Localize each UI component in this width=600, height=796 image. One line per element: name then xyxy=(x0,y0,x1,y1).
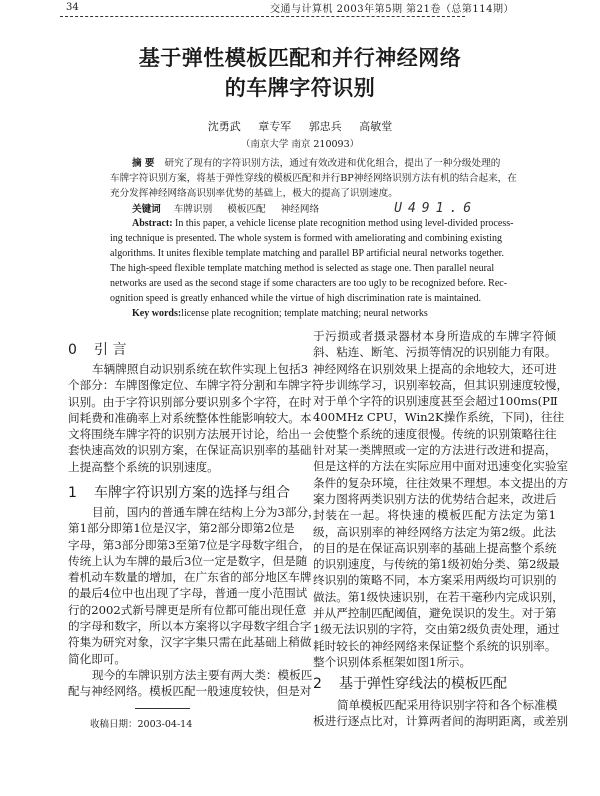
section-body xyxy=(313,328,569,670)
section-number: 1 xyxy=(68,485,77,501)
paper-title-line1: 基于弹性模板匹配和并行神经网络 xyxy=(138,46,462,70)
body-text-line: 着机动车数量的增加，在广东省的部分地区车牌 xyxy=(68,570,312,585)
body-text-line: 上提高整个系统的识别速度。 xyxy=(68,459,219,474)
body-text-line: 第1部分即第1位是汉字，第2部分即第2位是 xyxy=(68,521,295,536)
section-1-continued xyxy=(313,328,569,670)
abstract-en-text: In this paper, a vehicle license plate recognition method using level-divided process- xyxy=(175,218,514,229)
abstract-cn-line: 车牌字符识别方案，将基于弹性穿线的模板匹配和并行BP神经网络识别方法有机的结合起来，在 xyxy=(110,173,517,184)
body-text-line: 间耗费和准确率上对系统整体性能影响较大。本 xyxy=(68,410,312,425)
body-text-line: 现今的车牌识别方法主要有两大类：模板匹 xyxy=(92,667,313,682)
journal-header: 交通与计算机 2003年第5期 第21卷（总第114期） xyxy=(270,4,514,15)
section-heading xyxy=(313,673,556,695)
body-text-line: 配与神经网络。模板匹配一般速度较快，但是对 xyxy=(68,684,312,699)
keywords-label: 关键词 xyxy=(132,204,161,215)
authors: 沈勇武 章专军 郭忠兵 高敏堂 xyxy=(207,120,393,133)
footnote-rule xyxy=(135,708,190,709)
body-text-line: 针对某一类牌照或一定的方法进行改进和提高， xyxy=(313,443,557,458)
received-date-footnote: 收稿日期：2003-04-14 xyxy=(90,719,193,730)
body-text-line: 但是这样的方法在实际应用中面对迅速变化实验室 xyxy=(313,459,569,474)
keywords-cn xyxy=(110,201,488,216)
body-text-line: 套快速高效的识别方案，在保证高识别率的基础 xyxy=(68,443,312,458)
body-text-line: 的字母和数字，所以本方案将以字母数字组合字 xyxy=(68,619,312,634)
abstract-label: 摘 要 xyxy=(132,158,155,169)
section-title: 引 言 xyxy=(94,342,127,358)
body-text-line: 终识别的策略不同，本方案采用两级均可识别的 xyxy=(313,573,557,588)
abstract-en-line: algorithms. It unites flexible template matching and parallel BP artificial neural networks together. xyxy=(110,248,504,259)
section-title: 车牌字符识别方案的选择与组合 xyxy=(94,485,290,501)
body-text-line: 的目的是在保证高识别率的基础上提高整个系统 xyxy=(313,540,557,555)
section-number: 2 xyxy=(313,676,322,692)
keyword: 车牌识别 xyxy=(173,204,213,215)
body-text-line: 会使整个系统的速度很慢。传统的识别策略往往 xyxy=(313,426,557,441)
section-body xyxy=(68,361,324,475)
section-title: 基于弹性穿线法的模板匹配 xyxy=(339,676,507,692)
body-text-line: 级，高识别率的神经网络方法定为第2级。此法 xyxy=(313,524,556,539)
body-text-line: 文将围绕车牌字符的识别方法展开讨论，给出一 xyxy=(68,427,312,442)
section-number: 0 xyxy=(68,342,77,358)
body-text-line: 行的2002式新号牌更是所有位都可能出现任意 xyxy=(68,602,307,617)
body-text-line: 的最后4位中也出现了字母，普通一度小范围试 xyxy=(68,586,308,601)
section-heading xyxy=(68,339,290,361)
body-text-line: 神经网络在识别效果上提高的余地较大，还可进 xyxy=(313,361,557,376)
abstract-cn-text: 研究了现有的字符识别方法，通过有效改进和优化组合，提出了一种分级处理的 xyxy=(164,158,501,169)
abstract-en-line: networks are used as the second stage if some characters are too ugly to be recognized before. Rec- xyxy=(110,278,508,289)
abstract-en-label: Abstract: xyxy=(132,218,173,229)
body-text-line: 斜、粘连、断笔、污损等情况的识别能力有限。 xyxy=(313,345,557,360)
handwritten-classification-note: U491.6 xyxy=(394,201,478,216)
body-text-line: 案力图将两类识别方法的优势结合起来，改进后 xyxy=(313,491,557,506)
body-text-line: 的识别速度，与传统的第1级初始分类、第2级最 xyxy=(313,557,560,572)
abstract-cn-line: 充分发挥神经网络高识别率优势的基础上，极大的提高了识别速度。 xyxy=(110,188,398,199)
body-text-line: 一步训练学习，识别率较高，但其识别速度较慢， xyxy=(313,377,569,392)
body-text-line: 字母，第3部分即第3至第7位是字母数字组合， xyxy=(68,537,311,552)
body-text-line: 传统上认为车牌的最后3位一定是数字，但是随 xyxy=(68,553,308,568)
abstract-block xyxy=(110,156,517,321)
keyword: 模板匹配 xyxy=(227,204,266,215)
body-text-line: 400MHz CPU，Win2K操作系统，下同)，往往 xyxy=(313,410,565,425)
affiliation: （南京大学 南京 210093） xyxy=(240,139,360,150)
header-rule xyxy=(60,16,465,17)
abstract-en-line: ognition speed is greatly enhanced while the virtue of high discrimination rate is maintained. xyxy=(110,293,482,304)
body-text-line: 条件的复杂环境，往往效果不理想。本文提出的方 xyxy=(313,475,569,490)
keywords-en-label: Key words: xyxy=(132,308,182,319)
body-text-line: 并从严控制匹配阈值，避免误识的发生。对于第 xyxy=(313,606,557,621)
keywords-en xyxy=(110,306,488,321)
abstract-cn-line xyxy=(110,156,501,171)
abstract-en-line: ing technique is presented. The whole system is formed with ameliorating and combining existing xyxy=(110,233,502,244)
body-text-line: 车辆牌照自动识别系统在软件实现上包括3 xyxy=(92,362,309,376)
body-text-line: 耗时较长的神经网络来保证整个系统的识别率。 xyxy=(313,638,557,653)
abstract-en-line: The high-speed flexible template matching method is selected as stage one. Then parallel neural xyxy=(110,263,495,274)
body-text-line: 识别。由于字符识别部分要识别多个字符，在时 xyxy=(68,394,312,409)
section-1 xyxy=(68,482,320,700)
section-intro xyxy=(68,339,324,475)
body-text-line: 简单模板匹配采用待识别字符和各个标准模 xyxy=(337,698,558,712)
paper-title-line2: 的车牌字符识别 xyxy=(224,76,376,100)
body-text-line: 个部分：车牌图像定位、车牌字符分割和车牌字符 xyxy=(68,378,324,393)
section-body xyxy=(68,504,320,700)
body-text-line: 简化即可。 xyxy=(68,651,126,666)
body-text-line: 1级无法识别的字符，交由第2级负责处理，通过 xyxy=(313,622,560,637)
body-text-line: 目前，国内的普通车牌在结构上分为3部分， xyxy=(92,505,320,519)
section-heading xyxy=(68,482,290,504)
body-text-line: 符集为研究对象，汉字字集只需在此基础上稍做 xyxy=(68,635,312,650)
keywords-en-text: license plate recognition; template matching; neural networks xyxy=(181,308,428,319)
body-text-line: 板进行逐点比对，计算两者间的海明距离，或差别 xyxy=(313,714,569,729)
section-body xyxy=(313,697,569,730)
body-text-line: 做法。第1级快速识别，在若干毫秒内完成识别， xyxy=(313,589,564,604)
keyword: 神经网络 xyxy=(280,204,320,215)
abstract-en-line xyxy=(110,216,514,231)
page-number: 34 xyxy=(66,2,79,13)
body-text-line: 对于单个字符的识别速度甚至会超过100ms(PⅡ xyxy=(313,394,558,409)
body-text-line: 封装在一起。将快速的模板匹配方法定为第1 xyxy=(313,508,556,523)
body-text-line: 于污损或者摄录器材本身所造成的车牌字符倾 xyxy=(313,329,556,343)
section-2 xyxy=(313,673,569,730)
body-text-line: 整个识别体系框架如图1所示。 xyxy=(313,654,472,669)
